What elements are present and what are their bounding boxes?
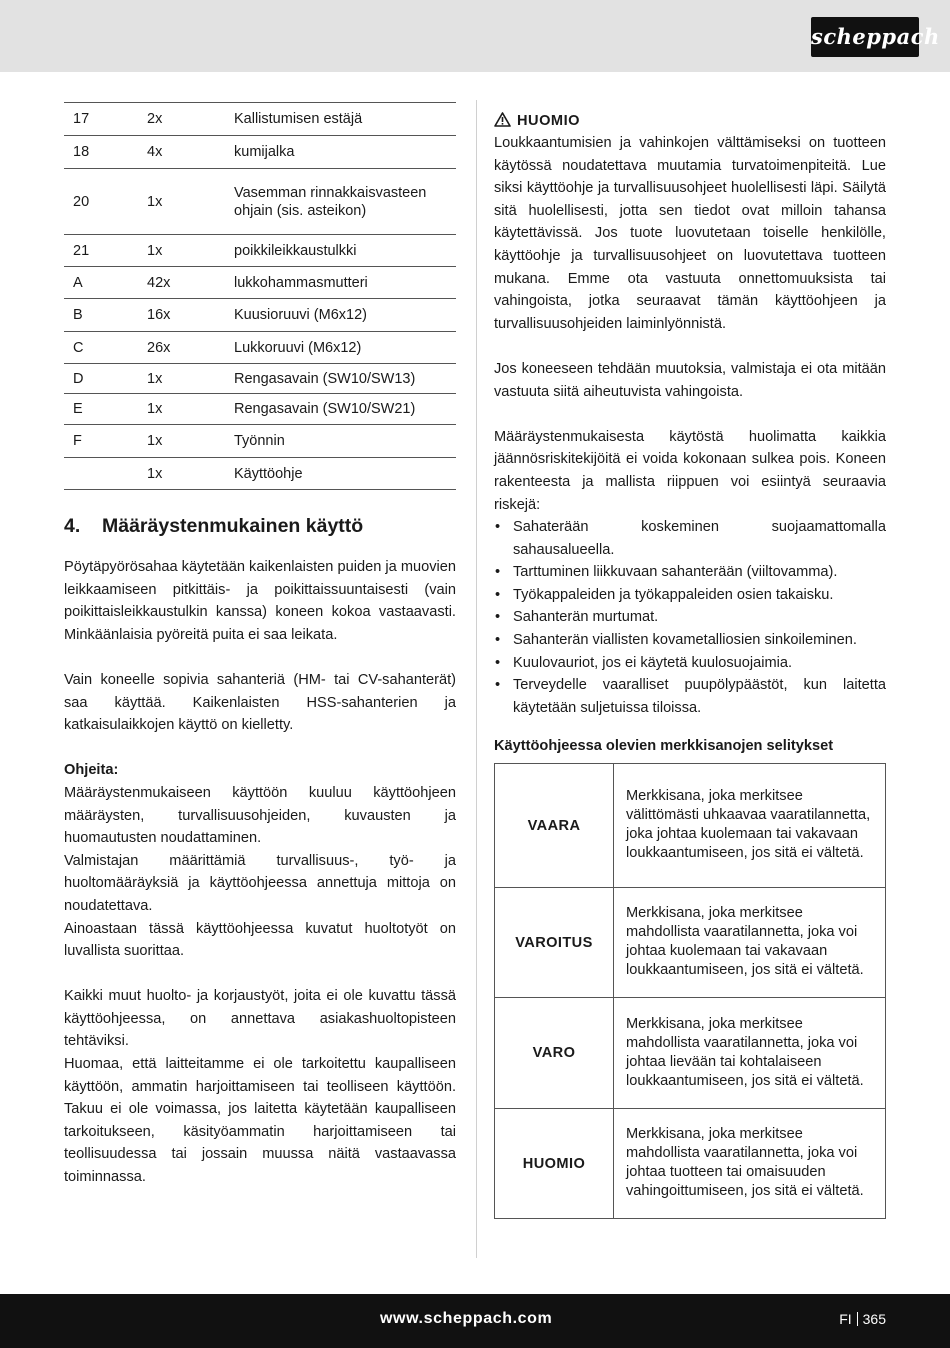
warning-triangle-icon: [494, 112, 511, 127]
warning-text: Loukkaantumisien ja vahinkojen välttämiseksi on tuotteen käytössä noudatettava muutamia turvatoimenpiteitä. Lue siksi käyttöohje ja turvallisuusohjeet huolellisesti läpi. Säilytä sitä huolellisesti, jotta sen tiedot ovat milloin tahansa käytettävissä. Jos tuote luovutetaan toiselle henkilölle, käyttöohje ja turvallisuusohjeet on luovutettava tuotteen mukana. Emme ota vastuuta onnettomuuksista tai vahingoista, jotka seuraavat tämän käyttöohjeen ja turvallisuusohjeiden laiminlyönnistä.: [494, 135, 886, 332]
list-item: • Sahanterän murtumat.: [494, 606, 886, 629]
part-name: Kallistumisen estäjä: [234, 111, 363, 127]
header-band: [0, 0, 950, 72]
part-quantity: 2x: [147, 111, 163, 127]
part-quantity: 4x: [147, 144, 163, 160]
risk-list: [494, 516, 886, 719]
part-name: poikkileikkaustulkki: [234, 242, 357, 259]
part-quantity: 16x: [147, 307, 171, 323]
signal-word: VARO: [495, 998, 614, 1109]
part-number: 20: [73, 193, 90, 210]
page-number: 365: [862, 1311, 886, 1327]
table-row: [64, 135, 456, 168]
paragraph: Pöytäpyörösahaa käytetään kaikenlaisten puiden ja muovien leikkaamiseen pitkittäis- ja poikittaissuuntaisesti (vain poikittaisleikkaustulkin kanssa) koneen kokoa vastaavasti. Minkäänlaisia pyöreitä puita ei saa leikata.: [64, 559, 456, 643]
table-row: [495, 998, 886, 1109]
scheppach-logo: scheppach: [811, 17, 919, 57]
section-number: 4.: [64, 515, 81, 537]
part-number: 21: [73, 242, 90, 259]
part-name: Rengasavain (SW10/SW21): [234, 401, 416, 417]
language-code: FI: [839, 1311, 852, 1327]
footer: [0, 1294, 950, 1348]
signal-description: Merkkisana, joka merkitsee mahdollista vaaratilannetta, joka voi johtaa kuolemaan tai vakavaan loukkaantumiseen, jos sitä ei vältetä.: [614, 888, 886, 998]
part-number: F: [73, 433, 82, 449]
table-row: [64, 331, 456, 363]
part-number: D: [73, 370, 84, 387]
part-number: C: [73, 339, 84, 356]
list-item: • Sahaterään koskeminen suojaamattomalla sahausalueella.: [494, 516, 886, 561]
list-item: • Kuulovauriot, jos ei käytetä kuulosuojaimia.: [494, 652, 886, 675]
table-row: [64, 457, 456, 490]
table-row: [495, 764, 886, 888]
table-row: [64, 363, 456, 393]
table-row: [495, 1109, 886, 1219]
part-name: Vasemman rinnakkaisvasteen ohjain (sis. asteikon): [234, 184, 427, 219]
list-item: • Tarttuminen liikkuvaan sahanterään (viiltovamma).: [494, 561, 886, 584]
table-row: [64, 266, 456, 298]
table-row: [64, 234, 456, 266]
page-indicator: [839, 1311, 886, 1327]
warning-heading: [494, 110, 886, 132]
part-quantity: 1x: [147, 465, 163, 482]
table-row: [495, 888, 886, 998]
signal-description: Merkkisana, joka merkitsee mahdollista vaaratilannetta, joka voi johtaa lievään tai kohtalaiseen loukkaantumiseen, jos sitä ei vältetä.: [614, 998, 886, 1109]
table-row: [64, 424, 456, 457]
part-number: 17: [73, 111, 90, 127]
part-quantity: 1x: [147, 401, 163, 417]
part-name: lukkohammasmutteri: [234, 274, 368, 291]
website-link[interactable]: www.scheppach.com: [380, 1310, 553, 1327]
paragraph: Ainoastaan tässä käyttöohjeessa kuvatut huoltotyöt on luvallista suorittaa.: [64, 920, 456, 960]
liability-text: Jos koneeseen tehdään muutoksia, valmistaja ei ota mitään vastuuta siitä aiheutuvista vahingoista.: [494, 360, 886, 400]
signal-description: Merkkisana, joka merkitsee mahdollista vaaratilannetta, joka voi johtaa tuotteen tai omaisuuden vahingoittumiseen, jos sitä ei vältetä.: [614, 1109, 886, 1219]
safety-column: [494, 110, 886, 1219]
notes-heading: Ohjeita:: [64, 762, 119, 779]
signal-word: VAROITUS: [495, 888, 614, 998]
part-number: A: [73, 274, 83, 291]
part-name: Työnnin: [234, 433, 285, 449]
section-title: Määräystenmukainen käyttö: [102, 515, 364, 537]
list-item: • Terveydelle vaaralliset puupölypäästöt, kun laitetta käytetään suljetuissa tiloissa.: [494, 674, 886, 719]
part-name: kumijalka: [234, 144, 295, 160]
part-quantity: 1x: [147, 370, 163, 387]
risk-intro: Määräystenmukaisesta käytöstä huolimatta kaikkia jäännösriskitekijöitä ei voida kokonaan sulkea pois. Koneen rakenteesta ja mallista riippuen voi esiintyä seuraavia riskejä:: [494, 428, 886, 513]
signal-description: Merkkisana, joka merkitsee välittömästi uhkaavaa vaaratilannetta, joka johtaa kuolemaan tai vakavaan loukkaantumiseen, jos sitä ei vältetä.: [614, 764, 886, 888]
intended-use-section: [64, 512, 456, 1189]
paragraph: Määräystenmukaiseen käyttöön kuuluu käyttöohjeen määräysten, turvallisuusohjeiden, kuvausten ja huomautusten noudattaminen.: [64, 784, 456, 847]
section-heading: [64, 512, 456, 540]
part-quantity: 26x: [147, 339, 171, 356]
paragraph: Kaikki muut huolto- ja korjaustyöt, joita ei ole kuvattu tässä käyttöohjeessa, on annettava asiakashuoltopisteen tehtäviksi.: [64, 988, 456, 1050]
part-number: E: [73, 401, 83, 417]
table-row: [64, 168, 456, 234]
signal-word: HUOMIO: [495, 1109, 614, 1219]
signal-word: VAARA: [495, 764, 614, 888]
part-name: Kuusioruuvi (M6x12): [234, 307, 367, 323]
table-row: [64, 102, 456, 135]
part-quantity: 42x: [147, 274, 171, 291]
part-quantity: 1x: [147, 433, 163, 449]
warning-heading-text: HUOMIO: [517, 113, 580, 129]
paragraph: Huomaa, että laitteitamme ei ole tarkoitettu kaupalliseen käyttöön, ammatin harjoittamiseen tai teolliseen käyttöön. Takuu ei ole voimassa, jos laitetta käytetään kaupalliseen tarkoitukseen, käsityöammatin harjoittamiseen tai teollisuudessa tai jossain muussa näitä vastaavassa toiminnassa.: [64, 1056, 456, 1186]
column-divider: [476, 100, 477, 1258]
signal-word-table: [494, 763, 886, 1219]
parts-table: [64, 102, 456, 490]
part-number: 18: [73, 144, 90, 160]
paragraph: Vain koneelle sopivia sahanteriä (HM- tai CV-sahanterät) saa käyttää. Kaikenlaisten HSS-sahanterien ja katkaisulaikkojen käyttö on kielletty.: [64, 671, 456, 734]
list-item: • Työkappaleiden ja työkappaleiden osien takaisku.: [494, 584, 886, 607]
table-row: [64, 393, 456, 424]
paragraph: Valmistajan määrittämiä turvallisuus-, työ- ja huoltomääräyksiä ja käyttöohjeessa annettuja mittoja on noudatettava.: [64, 852, 456, 914]
list-item: • Sahanterän viallisten kovametalliosien sinkoileminen.: [494, 629, 886, 652]
table-row: [64, 298, 456, 331]
part-name: Rengasavain (SW10/SW13): [234, 370, 416, 387]
part-number: B: [73, 307, 83, 323]
part-name: Käyttöohje: [234, 465, 303, 482]
part-quantity: 1x: [147, 193, 163, 210]
part-name: Lukkoruuvi (M6x12): [234, 339, 362, 356]
legend-title: Käyttöohjeessa olevien merkkisanojen selitykset: [494, 738, 834, 755]
part-quantity: 1x: [147, 242, 163, 259]
